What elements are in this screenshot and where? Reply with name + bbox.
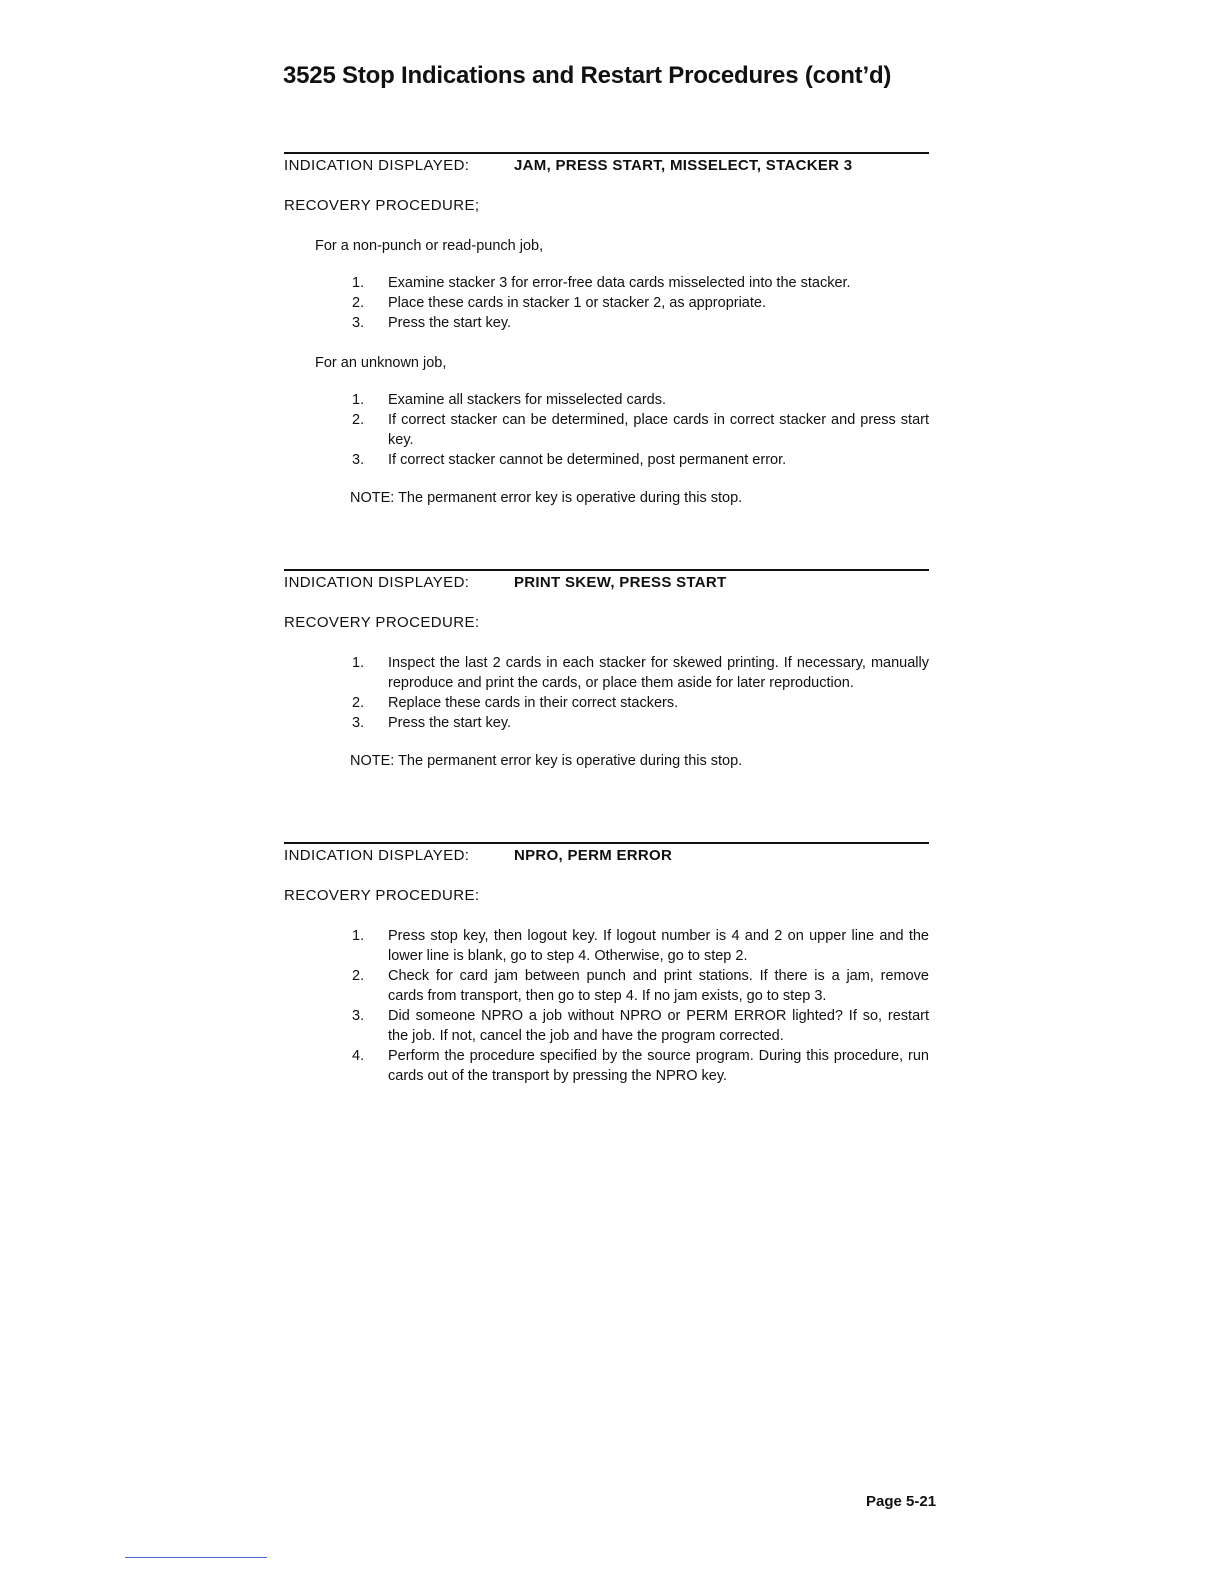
step-text: Check for card jam between punch and print stations. If there is a jam, remove cards from transport, then go to step 4. If no jam exists, go to step 3. <box>388 968 929 1004</box>
section-jam-misselect <box>284 152 929 508</box>
step-item <box>352 713 929 733</box>
section-npro-perm-error <box>284 842 929 1086</box>
step-list <box>284 926 929 1086</box>
step-number: 3. <box>352 1008 365 1024</box>
indication-line <box>284 573 929 593</box>
step-list <box>284 653 929 733</box>
step-text: Perform the procedure specified by the source program. During this procedure, run cards out of the transport by pressing the NPRO key. <box>388 1048 929 1084</box>
section-divider <box>284 152 929 154</box>
group-intro: For an unknown job, <box>315 355 447 371</box>
footnote-separator <box>125 1557 267 1558</box>
note: NOTE: The permanent error key is operative during this stop. <box>350 490 743 506</box>
indication-value: JAM, PRESS START, MISSELECT, STACKER 3 <box>514 157 853 174</box>
step-number: 3. <box>352 315 365 331</box>
step-number: 1. <box>352 655 365 671</box>
section-divider <box>284 569 929 571</box>
page-title: 3525 Stop Indications and Restart Procedures (cont’d) <box>283 62 892 89</box>
step-text: Examine stacker 3 for error-free data cards misselected into the stacker. <box>388 275 851 291</box>
recovery-label: RECOVERY PROCEDURE: <box>284 887 480 904</box>
indication-label: INDICATION DISPLAYED: <box>284 847 470 864</box>
step-text: If correct stacker cannot be determined, post permanent error. <box>388 452 787 468</box>
step-text: If correct stacker can be determined, place cards in correct stacker and press start key. <box>388 412 929 448</box>
indication-value: NPRO, PERM ERROR <box>514 847 673 864</box>
step-item <box>352 410 929 450</box>
step-item <box>352 926 929 966</box>
step-list <box>284 273 929 333</box>
group-intro: For a non-punch or read-punch job, <box>315 238 544 254</box>
step-item <box>352 1006 929 1046</box>
step-number: 3. <box>352 452 365 468</box>
step-number: 4. <box>352 1048 365 1064</box>
step-number: 2. <box>352 295 365 311</box>
section-print-skew <box>284 569 929 771</box>
step-item <box>352 693 929 713</box>
step-list <box>284 390 929 470</box>
step-item <box>352 450 929 470</box>
step-text: Inspect the last 2 cards in each stacker for skewed printing. If necessary, manually reproduce and print the cards, or place them aside for later reproduction. <box>388 655 929 691</box>
step-text: Did someone NPRO a job without NPRO or PERM ERROR lighted? If so, restart the job. If not, cancel the job and have the program corrected. <box>388 1008 929 1044</box>
note: NOTE: The permanent error key is operative during this stop. <box>350 753 743 769</box>
step-item <box>352 273 929 293</box>
step-item <box>352 966 929 1006</box>
indication-line <box>284 156 929 176</box>
step-number: 1. <box>352 275 365 291</box>
step-number: 2. <box>352 968 365 984</box>
step-number: 3. <box>352 715 365 731</box>
section-divider <box>284 842 929 844</box>
page-number: Page 5-21 <box>866 1493 937 1510</box>
step-text: Press stop key, then logout key. If logout number is 4 and 2 on upper line and the lower line is blank, go to step 4. Otherwise, go to step 2. <box>388 928 929 964</box>
step-number: 1. <box>352 928 365 944</box>
indication-line <box>284 846 929 866</box>
indication-value: PRINT SKEW, PRESS START <box>514 574 727 591</box>
step-item <box>352 313 929 333</box>
recovery-label: RECOVERY PROCEDURE; <box>284 197 480 214</box>
step-number: 1. <box>352 392 365 408</box>
indication-label: INDICATION DISPLAYED: <box>284 157 470 174</box>
recovery-label: RECOVERY PROCEDURE: <box>284 614 480 631</box>
step-number: 2. <box>352 412 365 428</box>
step-item <box>352 653 929 693</box>
step-item <box>352 390 929 410</box>
step-text: Replace these cards in their correct stackers. <box>388 695 679 711</box>
indication-label: INDICATION DISPLAYED: <box>284 574 470 591</box>
step-text: Examine all stackers for misselected cards. <box>388 392 667 408</box>
step-text: Press the start key. <box>388 715 512 731</box>
step-text: Press the start key. <box>388 315 512 331</box>
step-item <box>352 1046 929 1086</box>
step-text: Place these cards in stacker 1 or stacker 2, as appropriate. <box>388 295 766 311</box>
step-item <box>352 293 929 313</box>
step-number: 2. <box>352 695 365 711</box>
